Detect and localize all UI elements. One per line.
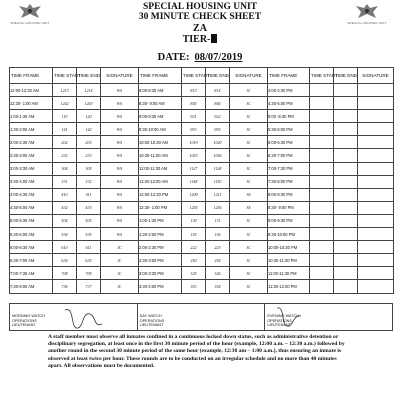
signature-cell: WS — [101, 149, 139, 162]
column-header: TIME END — [77, 68, 101, 84]
tier-text: TIER- — [182, 34, 211, 45]
time-entry-cell — [310, 162, 334, 175]
table-row — [10, 97, 394, 110]
time-frame-cell: 5:30-6:00 PM — [268, 123, 310, 136]
table-row — [10, 267, 394, 280]
signature-cell: JC — [230, 175, 268, 188]
time-entry-cell — [334, 123, 358, 136]
time-frame-cell: 3:00-3:30 PM — [139, 267, 182, 280]
time-frame-cell: 3:30-4:00 AM — [10, 175, 53, 188]
time-entry-cell — [334, 228, 358, 241]
signature-cell — [358, 280, 394, 293]
signature-cell: WS — [101, 188, 139, 201]
time-entry-cell: 846 — [206, 97, 230, 110]
time-entry-cell: 130 — [182, 214, 206, 227]
table-row — [10, 201, 394, 214]
time-frame-cell: 10:00-10:30 AM — [139, 136, 182, 149]
time-entry-cell: 331 — [53, 175, 77, 188]
table-row — [10, 214, 394, 227]
signature-cell: JC — [230, 123, 268, 136]
time-entry-cell: 326 — [206, 267, 230, 280]
time-frame-cell: 9:30-10:00 AM — [139, 123, 182, 136]
time-entry-cell: 635 — [77, 254, 101, 267]
time-entry-cell: 119 — [53, 110, 77, 123]
time-frame-cell: 12:00-12:30 AM — [10, 84, 53, 97]
time-entry-cell: 504 — [53, 214, 77, 227]
signature-cell: WS — [101, 175, 139, 188]
table-row — [10, 123, 394, 136]
time-entry-cell: 120 — [77, 110, 101, 123]
time-entry-cell: 1127 — [182, 162, 206, 175]
signature-cell: JC — [101, 267, 139, 280]
signature-cell: JC — [101, 241, 139, 254]
time-entry-cell — [334, 280, 358, 293]
time-entry-cell: 708 — [53, 267, 77, 280]
time-entry-cell: 611 — [77, 241, 101, 254]
time-frame-cell: 7:00-7:30 AM — [10, 267, 53, 280]
time-entry-cell: 1128 — [206, 162, 230, 175]
signature-cell: JC — [230, 254, 268, 267]
signature-scribble — [273, 304, 323, 332]
time-entry-cell — [334, 254, 358, 267]
time-entry-cell: 813 — [182, 84, 206, 97]
time-frame-cell: 11:30-12:00 AM — [139, 175, 182, 188]
date-value: 08/07/2019 — [194, 52, 243, 63]
time-frame-cell: 2:00-2:30 PM — [139, 241, 182, 254]
seal-caption-right: SPECIAL HOUSING UNIT — [347, 21, 387, 25]
tier-label — [0, 34, 400, 45]
time-entry-cell: 634 — [53, 254, 77, 267]
time-frame-cell: 5:00-5:30 AM — [10, 214, 53, 227]
time-frame-cell: 6:00-6:30 PM — [268, 136, 310, 149]
signature-cell — [358, 175, 394, 188]
column-header: TIME START — [182, 68, 206, 84]
time-entry-cell: 353 — [182, 280, 206, 293]
time-entry-cell: 709 — [77, 267, 101, 280]
table-body — [10, 84, 394, 294]
time-entry-cell: 1150 — [206, 175, 230, 188]
policy-note: A staff member must observe all inmates confined in a continuous locked down status, such as administrative detention or disciplinary segregation, at least once in the first 30 minute period of the hour (example, 12:00 a.m. – 12:30 a.m.) followed by another round in the second 30 minute period of the same hour (example, 12:30 am – 1:00 a.m.), thus ensuring an inmate is observed at least twice per hour. These rounds are to be conducted on an irregular schedule and no more than 40 minutes apart. All observations must be documented. — [48, 334, 345, 369]
time-entry-cell: 433 — [77, 201, 101, 214]
time-entry-cell: 736 — [53, 280, 77, 293]
check-table — [9, 67, 394, 294]
signature-cell: JC — [230, 267, 268, 280]
time-entry-cell: 1255 — [182, 201, 206, 214]
doc-title-line2: 30 MINUTE CHECK SHEET — [138, 12, 262, 22]
morning-watch-label: MORNING WATCH OPERATIONS LIEUTENANT — [12, 314, 45, 328]
signature-cell: SS — [230, 188, 268, 201]
time-entry-cell: 131 — [206, 214, 230, 227]
time-frame-cell: 8:30- 9:00 AM — [139, 97, 182, 110]
time-entry-cell: 1148 — [182, 175, 206, 188]
time-frame-cell: 5:00 -5:30 PM — [268, 110, 310, 123]
time-entry-cell: 354 — [206, 280, 230, 293]
column-header: TIME START — [310, 68, 334, 84]
signature-cell: WS — [101, 84, 139, 97]
signature-cell — [358, 214, 394, 227]
time-entry-cell — [310, 214, 334, 227]
time-frame-cell: 6:30-7:00 AM — [10, 254, 53, 267]
signature-cell: JC — [230, 241, 268, 254]
signature-cell: WS — [101, 97, 139, 110]
date-label: DATE: — [157, 52, 190, 63]
time-entry-cell — [310, 84, 334, 97]
signature-cell — [358, 267, 394, 280]
time-frame-cell: 3:30-4:00 PM — [139, 280, 182, 293]
time-entry-cell — [334, 201, 358, 214]
signature-cell: JC — [230, 280, 268, 293]
evening-watch-box — [265, 304, 392, 330]
time-entry-cell — [310, 228, 334, 241]
time-entry-cell — [334, 214, 358, 227]
time-frame-cell: 12:00-12:30 PM — [139, 188, 182, 201]
time-entry-cell: 535 — [77, 228, 101, 241]
unit-code: ZA — [193, 23, 207, 34]
time-frame-cell: 6:30-7:00 PM — [268, 149, 310, 162]
signature-cell — [358, 201, 394, 214]
time-entry-cell: 505 — [77, 214, 101, 227]
time-frame-cell: 8:00-8:30 AM — [139, 84, 182, 97]
time-frame-cell: 1:00-1:30 PM — [139, 214, 182, 227]
time-entry-cell: 233 — [77, 149, 101, 162]
time-entry-cell — [334, 188, 358, 201]
time-entry-cell — [334, 267, 358, 280]
signature-cell — [358, 228, 394, 241]
time-entry-cell: 432 — [53, 201, 77, 214]
time-frame-cell: 11:30-12:00 PM — [268, 280, 310, 293]
time-entry-cell: 610 — [53, 241, 77, 254]
signature-cell: JC — [230, 110, 268, 123]
time-entry-cell: 1243 — [77, 97, 101, 110]
time-frame-cell: 4:00-4:30 PM — [268, 84, 310, 97]
time-entry-cell: 223 — [206, 241, 230, 254]
signature-cell: WS — [101, 110, 139, 123]
time-entry-cell — [310, 267, 334, 280]
time-frame-cell: 8:30- 9:00 PM — [268, 201, 310, 214]
time-entry-cell: 1020 — [206, 136, 230, 149]
time-entry-cell: 305 — [77, 162, 101, 175]
time-entry-cell: 141 — [53, 123, 77, 136]
time-entry-cell: 1053 — [182, 149, 206, 162]
time-entry-cell — [310, 201, 334, 214]
table-row — [10, 136, 394, 149]
signature-cell — [358, 97, 394, 110]
time-frame-cell: 2:30-3:00 AM — [10, 149, 53, 162]
signature-cell — [358, 84, 394, 97]
time-frame-cell: 9:00-9:30 AM — [139, 110, 182, 123]
time-entry-cell: 1056 — [206, 149, 230, 162]
time-entry-cell: 155 — [182, 228, 206, 241]
time-entry-cell — [334, 149, 358, 162]
signature-cell — [358, 162, 394, 175]
redaction-block — [211, 34, 217, 43]
date-row — [0, 52, 400, 63]
time-entry-cell: 1256 — [206, 201, 230, 214]
signature-cell — [358, 110, 394, 123]
time-entry-cell: 953 — [182, 123, 206, 136]
time-entry-cell: 410 — [53, 188, 77, 201]
signature-cell: WS — [101, 123, 139, 136]
column-header: TIME FRAME — [268, 68, 310, 84]
morning-watch-box — [10, 304, 138, 330]
time-entry-cell: 411 — [77, 188, 101, 201]
signature-cell — [358, 241, 394, 254]
time-entry-cell: 325 — [182, 267, 206, 280]
time-frame-cell: 6:00-6:30 AM — [10, 241, 53, 254]
table-row — [10, 188, 394, 201]
time-frame-cell: 4:00-4:30 AM — [10, 188, 53, 201]
time-frame-cell: 4:30-5:00 AM — [10, 201, 53, 214]
lieutenant-signatures — [9, 303, 393, 331]
signature-cell: JC — [230, 149, 268, 162]
column-header: TIME FRAME — [10, 68, 53, 84]
time-frame-cell: 7:30-8:00 AM — [10, 280, 53, 293]
time-entry-cell — [310, 280, 334, 293]
time-entry-cell — [334, 97, 358, 110]
time-frame-cell: 4:30-5:00 PM — [268, 97, 310, 110]
signature-cell: SS — [230, 201, 268, 214]
time-frame-cell: 2:00-2:30 AM — [10, 136, 53, 149]
time-entry-cell: 250 — [182, 254, 206, 267]
signature-cell: JC — [230, 228, 268, 241]
table-row — [10, 110, 394, 123]
time-frame-cell: 7:30-8:00 PM — [268, 175, 310, 188]
column-header: SIGNATURE — [358, 68, 394, 84]
day-watch-box — [138, 304, 266, 330]
time-frame-cell: 1:00-1:30 AM — [10, 110, 53, 123]
signature-cell: JC — [230, 97, 268, 110]
time-frame-cell: 3:00-3:30 AM — [10, 162, 53, 175]
signature-cell: JC — [101, 280, 139, 293]
time-entry-cell: 304 — [53, 162, 77, 175]
time-entry-cell: 202 — [53, 136, 77, 149]
time-frame-cell: 1:30-2:00 AM — [10, 123, 53, 136]
time-entry-cell: 1214 — [77, 84, 101, 97]
time-entry-cell — [310, 136, 334, 149]
time-entry-cell — [310, 254, 334, 267]
time-entry-cell — [310, 149, 334, 162]
column-header: TIME FRAME — [139, 68, 182, 84]
time-entry-cell — [334, 136, 358, 149]
time-entry-cell — [310, 110, 334, 123]
time-entry-cell: 222 — [182, 241, 206, 254]
time-frame-cell: 12:30- 1:00 AM — [10, 97, 53, 110]
signature-cell: WS — [101, 201, 139, 214]
table-row — [10, 149, 394, 162]
time-frame-cell: 11:00-11:30 AM — [139, 162, 182, 175]
signature-cell: WS — [101, 214, 139, 227]
signature-cell: JC — [230, 162, 268, 175]
time-entry-cell: 1019 — [182, 136, 206, 149]
time-entry-cell: 534 — [53, 228, 77, 241]
time-entry-cell — [310, 241, 334, 254]
evening-watch-label: EVENING WATCH OPERATIONS LIEUTENANT — [267, 314, 299, 328]
time-frame-cell: 9:30-10:00 PM — [268, 228, 310, 241]
time-entry-cell — [334, 110, 358, 123]
signature-cell: WS — [101, 228, 139, 241]
seal-caption-left: SPECIAL HOUSING UNIT — [10, 21, 50, 25]
signature-cell: JC — [230, 214, 268, 227]
time-entry-cell: 921 — [182, 110, 206, 123]
time-frame-cell: 10:00-10:30 PM — [268, 241, 310, 254]
table-header-row — [10, 68, 394, 84]
time-frame-cell: 12:30- 1:00 PM — [139, 201, 182, 214]
time-entry-cell: 1242 — [53, 97, 77, 110]
signature-cell — [358, 188, 394, 201]
signature-cell: JC — [230, 136, 268, 149]
time-frame-cell: 2:30-3:00 PM — [139, 254, 182, 267]
signature-cell: JC — [230, 84, 268, 97]
column-header: SIGNATURE — [230, 68, 268, 84]
signature-cell: JC — [101, 254, 139, 267]
column-header: TIME END — [334, 68, 358, 84]
signature-cell — [358, 123, 394, 136]
column-header: TIME START — [53, 68, 77, 84]
table-row — [10, 84, 394, 97]
time-entry-cell: 232 — [53, 149, 77, 162]
time-frame-cell: 11:00-11:30 PM — [268, 267, 310, 280]
time-entry-cell: 1211 — [206, 188, 230, 201]
time-entry-cell: 922 — [206, 110, 230, 123]
time-entry-cell: 332 — [77, 175, 101, 188]
signature-scribble — [60, 304, 130, 332]
column-header: SIGNATURE — [101, 68, 139, 84]
day-watch-label: DAY WATCH OPERATIONS LIEUTENANT — [139, 314, 165, 328]
table-row — [10, 254, 394, 267]
time-entry-cell — [310, 175, 334, 188]
time-entry-cell — [310, 188, 334, 201]
signature-cell — [358, 136, 394, 149]
time-entry-cell — [334, 162, 358, 175]
signature-cell — [358, 254, 394, 267]
table-row — [10, 175, 394, 188]
time-entry-cell: 737 — [77, 280, 101, 293]
time-frame-cell: 10:30-11:00 AM — [139, 149, 182, 162]
time-frame-cell: 7:00-7:30 PM — [268, 162, 310, 175]
time-entry-cell — [334, 241, 358, 254]
time-entry-cell — [334, 84, 358, 97]
time-frame-cell: 1:30-2:00 PM — [139, 228, 182, 241]
time-entry-cell: 142 — [77, 123, 101, 136]
table-row — [10, 162, 394, 175]
time-entry-cell: 955 — [206, 123, 230, 136]
table-row — [10, 241, 394, 254]
column-header: TIME END — [206, 68, 230, 84]
time-entry-cell: 156 — [206, 228, 230, 241]
time-frame-cell: 9:00-9:30 PM — [268, 214, 310, 227]
time-entry-cell: 1209 — [182, 188, 206, 201]
time-frame-cell: 8:00-8:30 PM — [268, 188, 310, 201]
time-entry-cell: 1213 — [53, 84, 77, 97]
signature-cell: WS — [101, 136, 139, 149]
signature-cell — [358, 149, 394, 162]
time-frame-cell: 10:30-11:00 PM — [268, 254, 310, 267]
signature-cell: WS — [101, 162, 139, 175]
time-entry-cell: 845 — [182, 97, 206, 110]
table-row — [10, 280, 394, 293]
time-frame-cell: 5:30-6:00 AM — [10, 228, 53, 241]
time-entry-cell — [310, 97, 334, 110]
time-entry-cell: 203 — [77, 136, 101, 149]
time-entry-cell — [334, 175, 358, 188]
time-entry-cell — [310, 123, 334, 136]
time-entry-cell: 814 — [206, 84, 230, 97]
doc-title-line1: SPECIAL HOUSING UNIT — [142, 2, 258, 12]
table-row — [10, 228, 394, 241]
time-entry-cell: 254 — [206, 254, 230, 267]
